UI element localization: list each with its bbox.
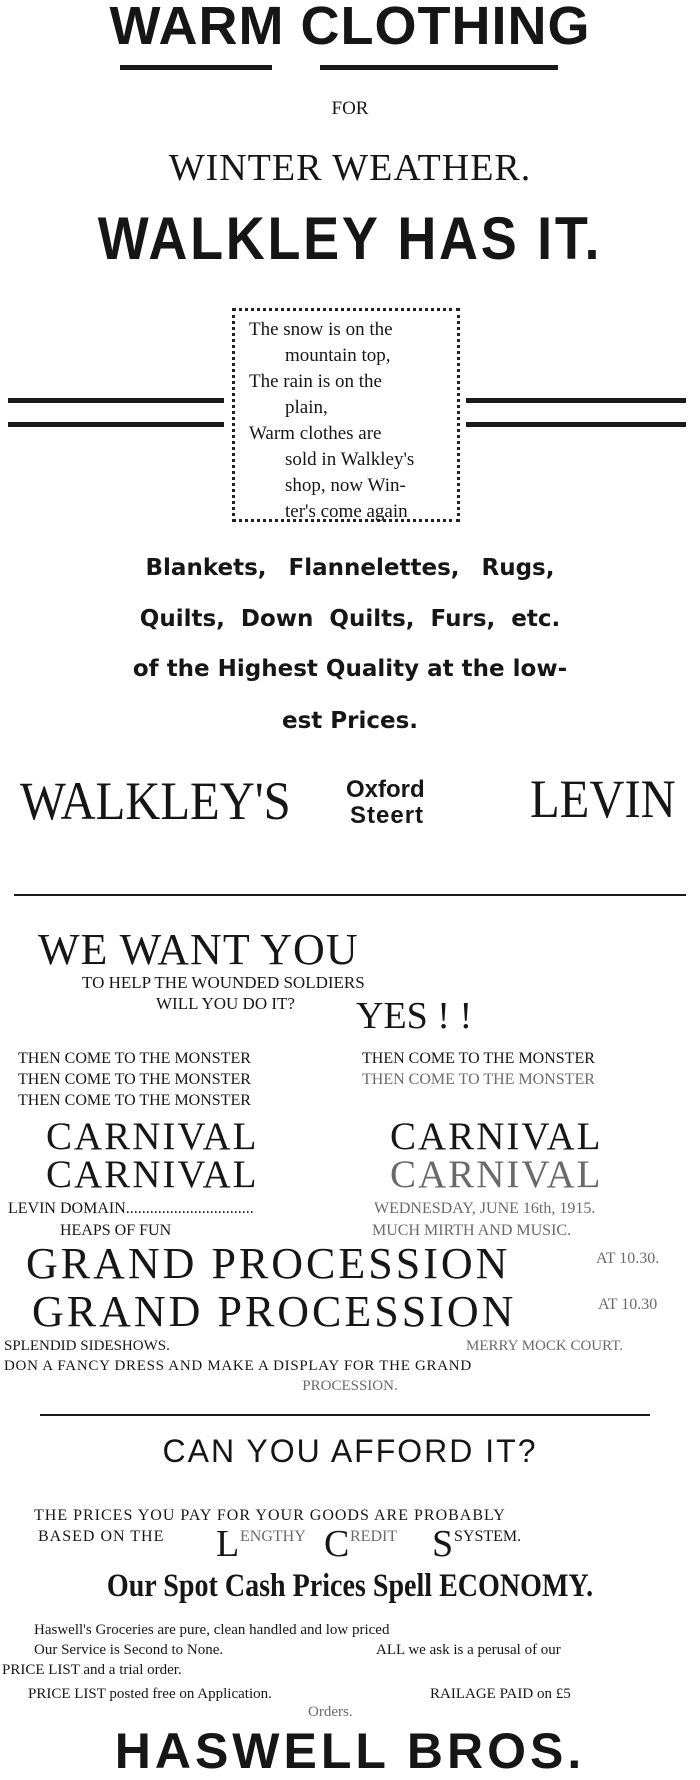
monster-line: THEN COME TO THE MONSTER [18, 1050, 251, 1067]
walkley-has-it-slogan: WALKLEY HAS IT. [97, 205, 603, 272]
poem-line: ter's come again [285, 501, 408, 522]
credit-initial: C [324, 1523, 350, 1565]
carnival-title: CARNIVAL [390, 1153, 603, 1196]
system-word: SYSTEM. [454, 1528, 522, 1545]
yes-text: YES ! ! [356, 995, 473, 1037]
town-name: LEVIN [530, 769, 676, 829]
street-line-1: Oxford [346, 776, 425, 803]
carnival-line-1: TO HELP THE WOUNDED SOLDIERS [82, 973, 365, 992]
poem-line: Warm clothes are [249, 423, 382, 444]
goods-line: of the Highest Quality at the low- [132, 656, 568, 682]
street-line-2: Steert [350, 802, 425, 829]
carnival-line-2: WILL YOU DO IT? [156, 994, 295, 1013]
carnival-title: CARNIVAL [46, 1153, 259, 1196]
headline-underline-right [320, 65, 558, 70]
prices-line: THE PRICES YOU PAY FOR YOUR GOODS ARE PROBABLY [34, 1507, 506, 1524]
lengthy-word: ENGTHY [240, 1528, 306, 1545]
fancy-dress-text: DON A FANCY DRESS AND MAKE A DISPLAY FOR THE GRAND [4, 1358, 472, 1374]
we-want-you-headline: WE WANT YOU [38, 925, 359, 974]
lengthy-initial: L [216, 1523, 240, 1565]
mock-court-text: MERRY MOCK COURT. [466, 1338, 624, 1354]
monster-line: THEN COME TO THE MONSTER [362, 1071, 595, 1088]
heaps-of-fun: HEAPS OF FUN [60, 1222, 172, 1239]
fancy-dress-end: PROCESSION. [302, 1378, 398, 1394]
store-name: WALKLEY'S [20, 771, 291, 831]
divider-left [8, 398, 224, 403]
railage-line: RAILAGE PAID on £5 [430, 1686, 571, 1702]
for-text: FOR [331, 98, 369, 119]
grand-procession: GRAND PROCESSION [26, 1239, 511, 1288]
carnival-title: CARNIVAL [390, 1115, 603, 1158]
poem-line: The snow is on the [249, 319, 393, 340]
system-initial: S [432, 1523, 454, 1565]
section-divider [40, 1414, 650, 1416]
haswell-brand: HASWELL BROS. [114, 1723, 586, 1779]
date-text: WEDNESDAY, JUNE 16th, 1915. [374, 1200, 596, 1217]
service-line: Our Service is Second to None. [34, 1642, 224, 1658]
poem-line: plain, [285, 397, 328, 418]
monster-line: THEN COME TO THE MONSTER [18, 1092, 251, 1109]
procession-time: AT 10.30 [598, 1296, 658, 1313]
headline-underline-left [120, 65, 272, 70]
warm-clothing-headline: WARM CLOTHING [109, 0, 591, 56]
procession-time: AT 10.30. [596, 1250, 660, 1267]
poem-box [232, 308, 460, 522]
afford-headline: CAN YOU AFFORD IT? [162, 1433, 538, 1469]
monster-line: THEN COME TO THE MONSTER [18, 1071, 251, 1088]
winter-weather-subhead: WINTER WEATHER. [168, 147, 532, 189]
price-list-line: PRICE LIST and a trial order. [2, 1662, 182, 1678]
poem-line: sold in Walkley's [285, 449, 415, 470]
credit-word: REDIT [350, 1528, 398, 1545]
divider-left-lower [8, 422, 224, 427]
goods-line: est Prices. [281, 708, 419, 734]
posted-line: PRICE LIST posted free on Application. [28, 1686, 272, 1702]
poem-line: mountain top, [285, 345, 391, 366]
poem-line: shop, now Win- [285, 475, 406, 496]
based-on-text: BASED ON THE [38, 1528, 165, 1545]
monster-line: THEN COME TO THE MONSTER [362, 1050, 595, 1067]
section-divider [14, 894, 686, 896]
orders-line: Orders. [308, 1704, 353, 1720]
goods-line: Quilts, Down Quilts, Furs, etc. [139, 606, 561, 632]
poem-line: The rain is on the [249, 371, 382, 392]
carnival-title: CARNIVAL [46, 1115, 259, 1158]
ask-line: ALL we ask is a perusal of our [376, 1642, 561, 1658]
mirth-music: MUCH MIRTH AND MUSIC. [372, 1222, 572, 1239]
sideshows-text: SPLENDID SIDESHOWS. [4, 1338, 170, 1354]
grand-procession: GRAND PROCESSION [32, 1287, 517, 1336]
groceries-line: Haswell's Groceries are pure, clean handled and low priced [34, 1622, 390, 1638]
divider-right [466, 398, 686, 403]
goods-line: Blankets, Flannelettes, Rugs, [145, 555, 555, 581]
venue-text: LEVIN DOMAIN................................ [8, 1200, 254, 1217]
divider-right-lower [466, 422, 686, 427]
economy-line: Our Spot Cash Prices Spell ECONOMY. [106, 1568, 594, 1604]
